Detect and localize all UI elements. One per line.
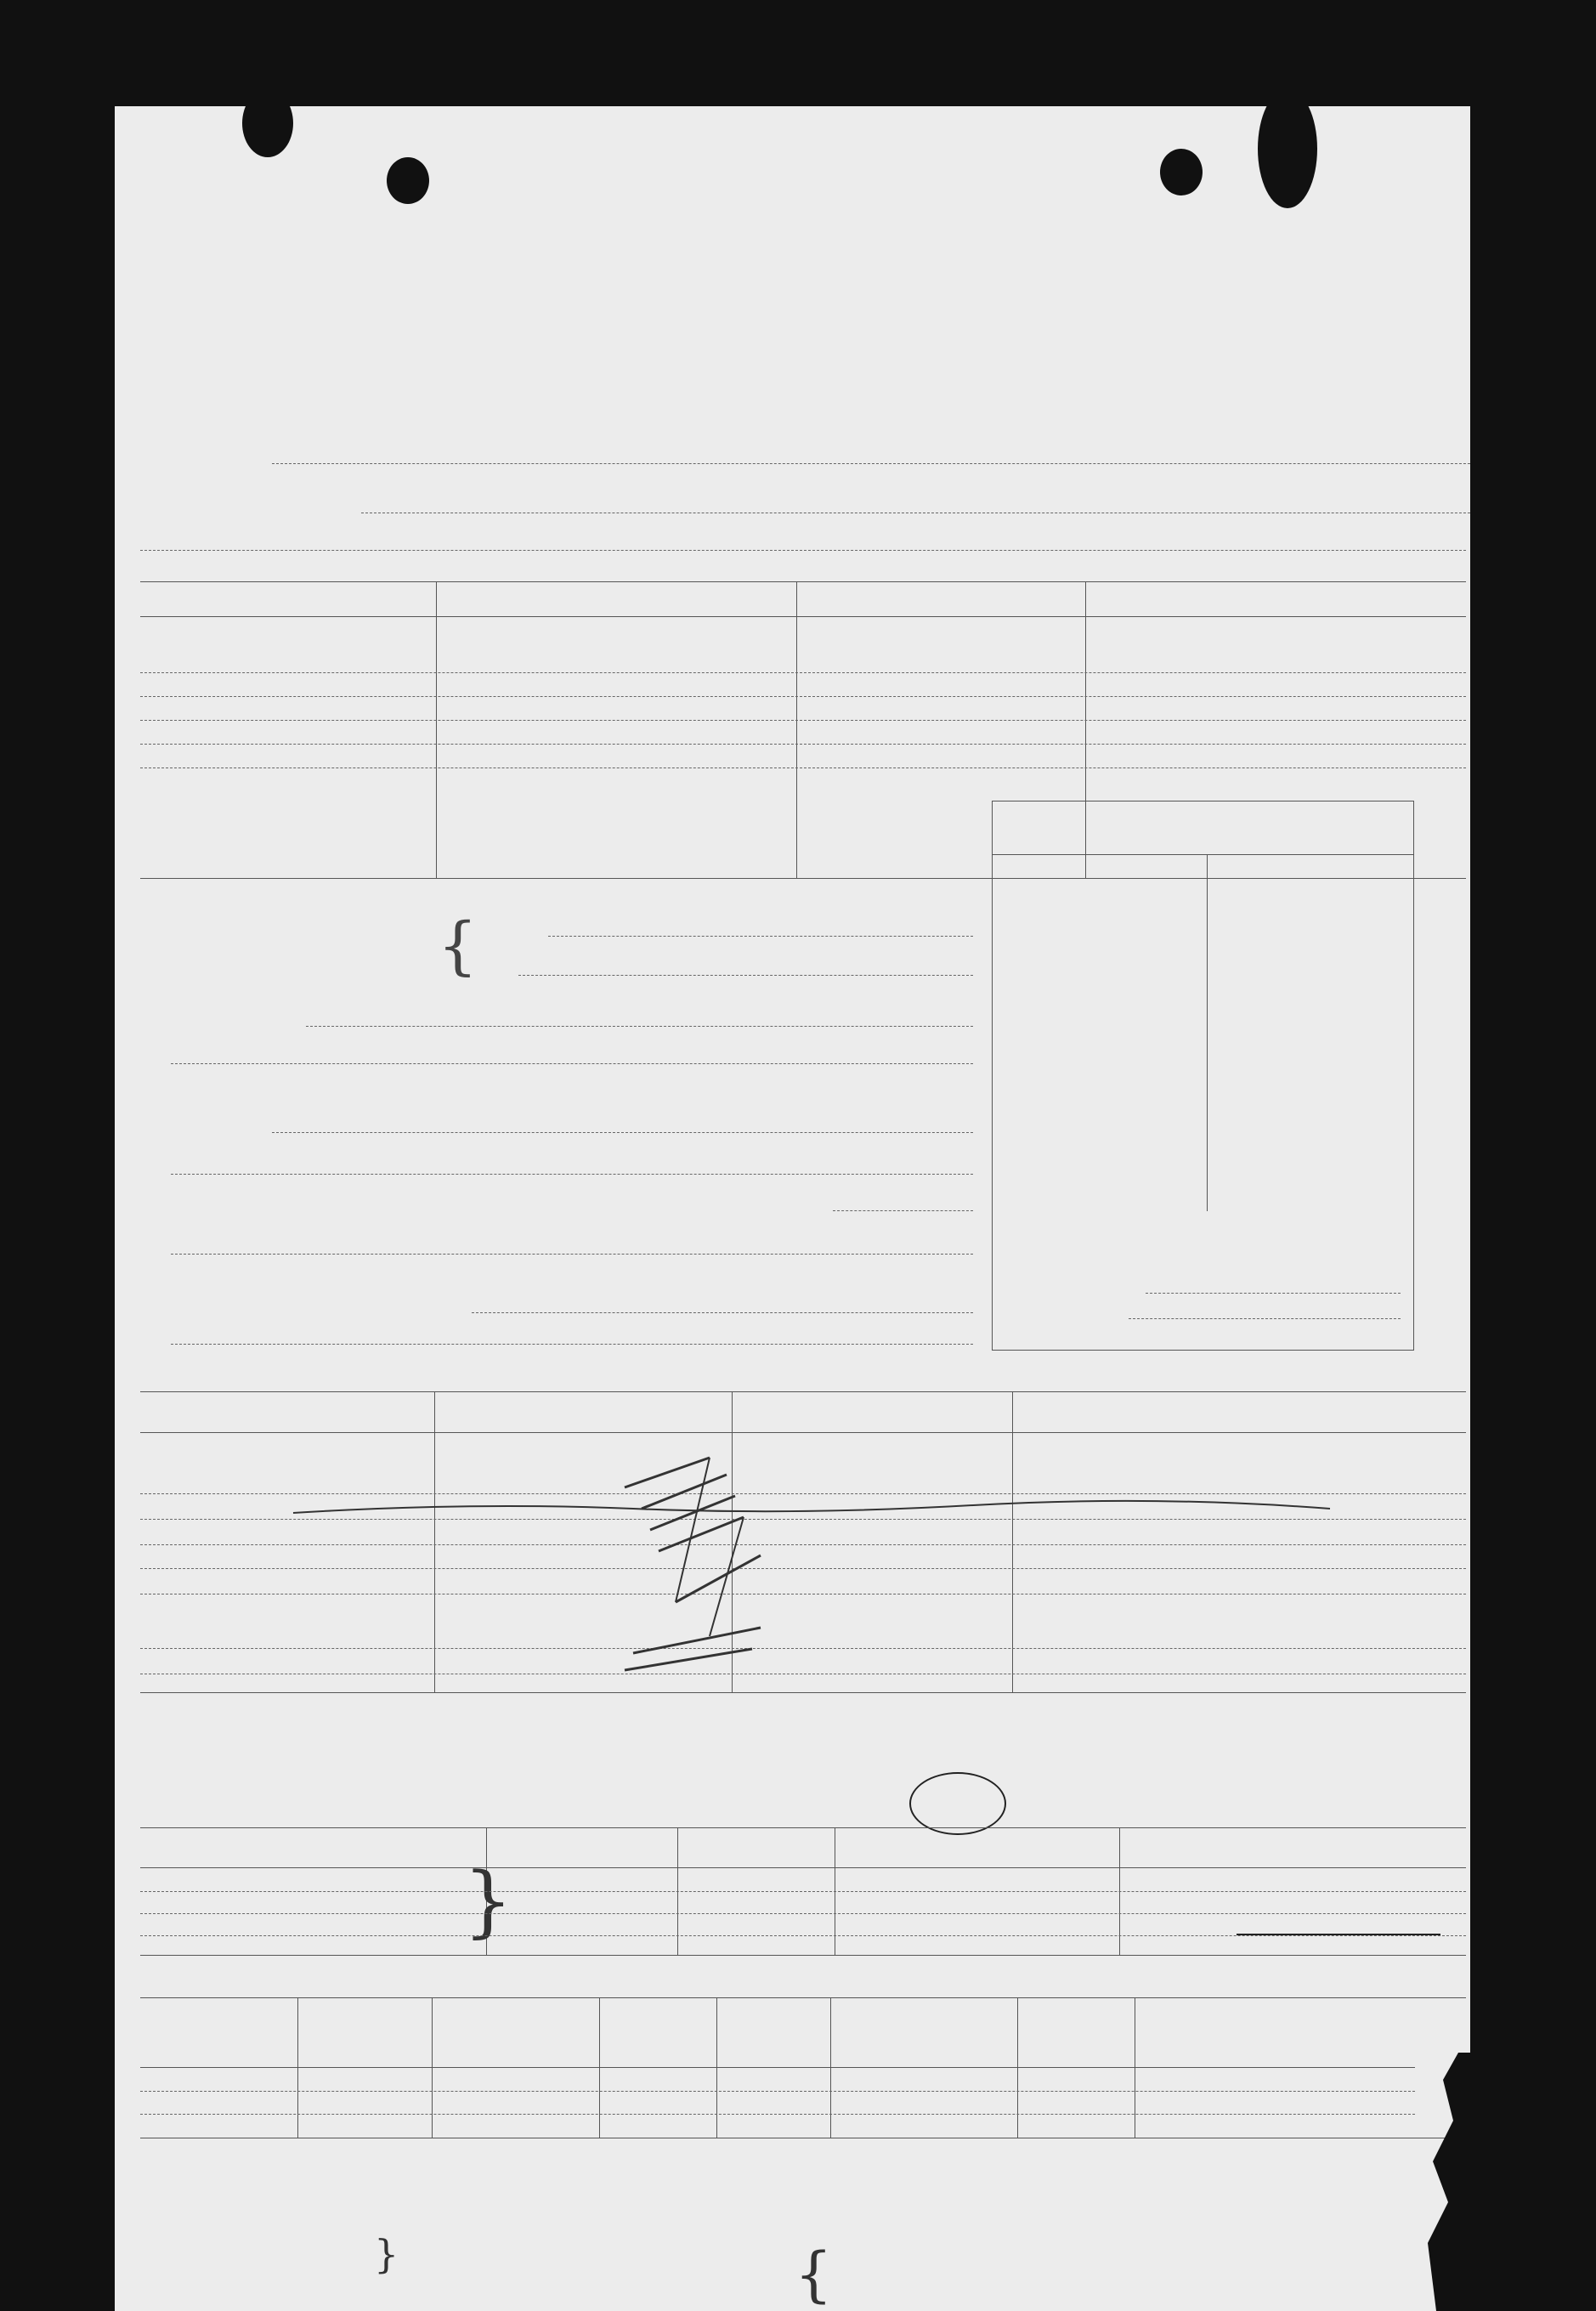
pax-brace: } xyxy=(463,1855,513,1946)
decl-brace-2: { xyxy=(795,2240,833,2309)
passenger-count-circle xyxy=(909,1772,1006,1835)
crew-handwritten-marks xyxy=(115,106,1470,2311)
manifests-brace: { xyxy=(438,909,478,983)
declaration-form xyxy=(115,106,1470,2311)
decl-brace-1: } xyxy=(374,2231,399,2277)
